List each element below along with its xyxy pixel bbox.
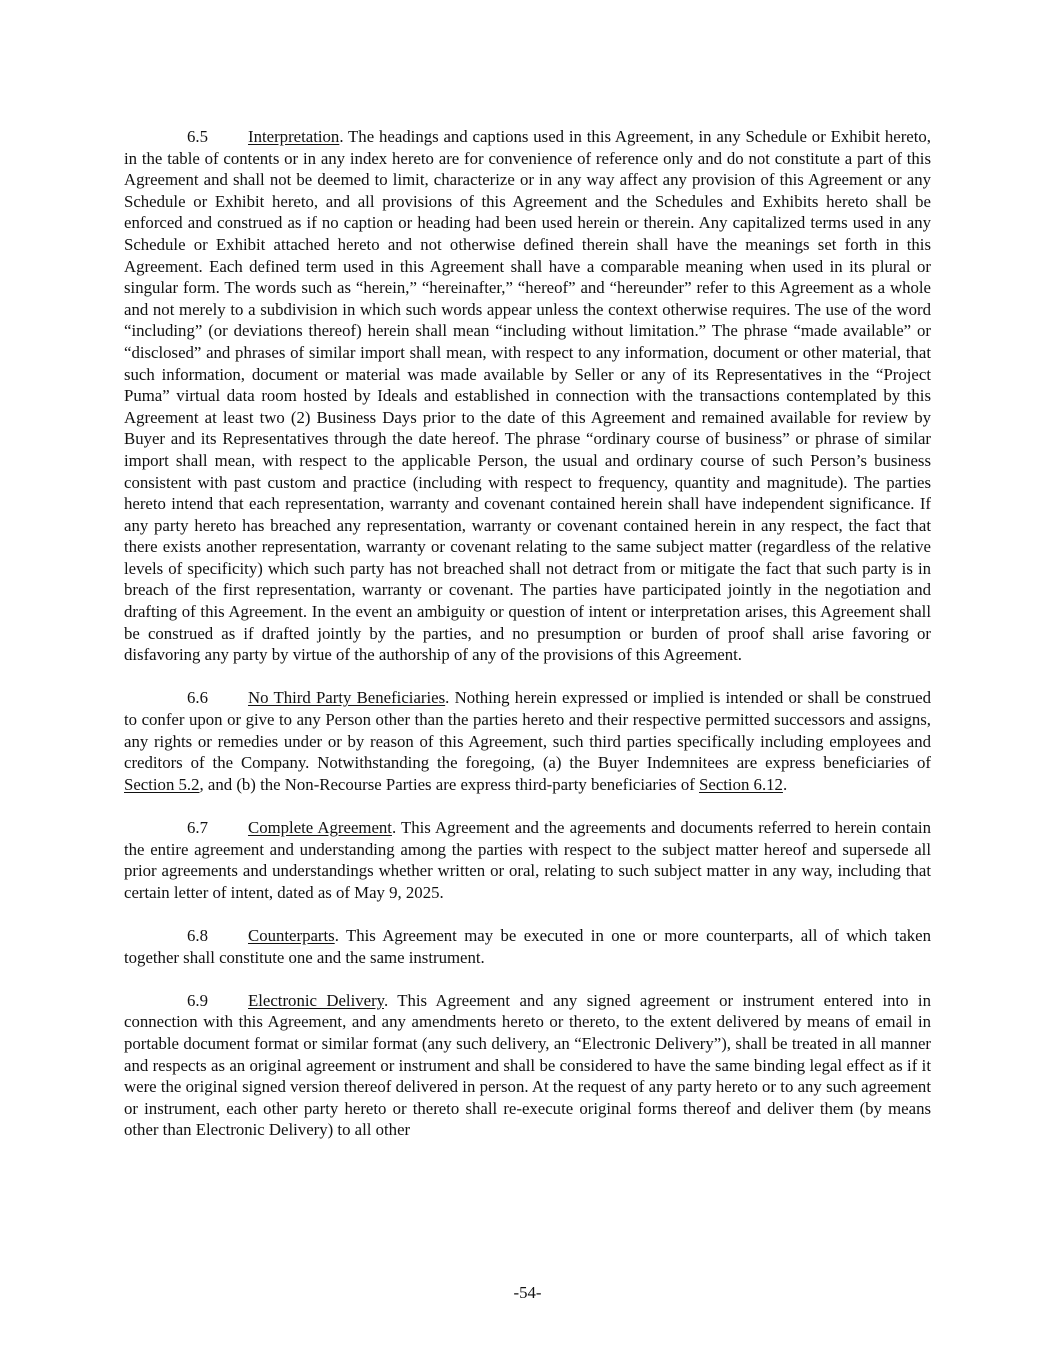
section-body: . This Agreement and any signed agreement or instrument entered into in connection with this Agreement, and any amendments hereto or thereto, to the extent delivered by means of email in portable document format or similar format (any such delivery, an “Electronic Delivery”), shall be treated in all manner and respects as an original agreement or instrument and shall be considered to have the same binding legal effect as if it were the original signed version thereof delivered in person. At the request of any party hereto or to any such agreement or instrument, each other party hereto or thereto shall re-execute original forms thereof and deliver them (by means other than Electronic Delivery) to all other bbox=[124, 990, 931, 1140]
section-caption: Counterparts bbox=[248, 925, 335, 945]
section-number: 6.8 bbox=[187, 925, 208, 945]
section-caption: Complete Agreement bbox=[248, 818, 392, 837]
section-6-7 bbox=[124, 817, 931, 903]
section-number: 6.7 bbox=[187, 818, 208, 837]
section-body: . Nothing herein expressed or implied is intended or shall be construed to confer upon or give to any Person other than the parties hereto and their respective permitted successors and assigns, any rights or remedies under or by reason of this Agreement, such third parties specifically including employees and creditors of the Company. Notwithstanding the foregoing, (a) the Buyer Indemnitees are express beneficiaries of bbox=[124, 688, 931, 773]
section-body: . This Agreement may be executed in one or more counterparts, all of which taken together shall constitute one and the same instrument. bbox=[124, 925, 931, 967]
section-body: , and (b) the Non-Recourse Parties are express third-party beneficiaries of bbox=[199, 774, 700, 794]
section-caption: Electronic Delivery bbox=[248, 990, 384, 1010]
section-reference-link[interactable]: Section 5.2 bbox=[124, 774, 200, 794]
section-number: 6.5 bbox=[187, 127, 208, 146]
section-6-9 bbox=[124, 990, 931, 1141]
section-number: 6.6 bbox=[187, 688, 208, 708]
section-body: . bbox=[782, 774, 788, 794]
section-caption: No Third Party Beneficiaries bbox=[248, 688, 446, 708]
section-caption: Interpretation bbox=[248, 127, 340, 146]
document-page bbox=[124, 126, 931, 1163]
section-reference-link[interactable]: Section 6.12 bbox=[699, 774, 783, 794]
section-body: . This Agreement and the agreements and documents referred to herein contain the entire agreement and understanding among the parties with respect to the subject matter hereof and supersede all prior agreements and understandings whether written or oral, relating to such subject matter in any way, including that certain letter of intent, dated as of May 9, 2025. bbox=[124, 818, 931, 902]
section-body: . The headings and captions used in this Agreement, in any Schedule or Exhibit hereto, in the table of contents or in any index hereto are for convenience of reference only and do not constitute a part of this Agreement and shall not be deemed to limit, characterize or in any way affect any provision of this Agreement or any Schedule or Exhibit hereto, and all provisions of this Agreement and the Schedules and Exhibits hereto shall be enforced and construed as if no caption or heading had been used herein or therein. Any capitalized terms used in any Schedule or Exhibit attached hereto and not otherwise defined therein shall have the meanings set forth in this Agreement. Each defined term used in this Agreement shall have a comparable meaning when used in its plural or singular form. The words such as “herein,” “hereinafter,” “hereof” and “hereunder” refer to this Agreement as a whole and not merely to a subdivision in which such words appear unless the context otherwise requires. The use of the word “including” (or deviations thereof) herein shall mean “including without limitation.” The phrase “made available” or “disclosed” and phrases of similar import shall mean, with respect to any information, document or other material, that such information, document or material was made available by Seller or any of its Representatives in the “Project Puma” virtual data room hosted by Ideals and established in connection with the transactions contemplated by this Agreement at least two (2) Business Days prior to the date of this Agreement and remained available for review by Buyer and its Representatives through the date hereof. The phrase “ordinary course of business” or phrase of similar import shall mean, with respect to the applicable Person, the usual and ordinary course of such Person’s business consistent with past custom and practice (including with respect to frequency, quantity and magnitude). The parties hereto intend that each representation, warranty and covenant contained herein shall have independent significance. If any party hereto has breached any representation, warranty or covenant contained herein in any respect, the fact that there exists another representation, warranty or covenant relating to the same subject matter (regardless of the relative levels of specificity) which such party has not breached shall not detract from or mitigate the fact that such party is in breach of the first representation, warranty or covenant. The parties have participated jointly in the negotiation and drafting of this Agreement. In the event an ambiguity or question of intent or interpretation arises, this Agreement shall be construed as if drafted jointly by the parties, and no presumption or burden of proof shall arise favoring or disfavoring any party by virtue of the authorship of any of the provisions of this Agreement. bbox=[124, 127, 931, 665]
section-6-6 bbox=[124, 687, 931, 795]
section-number: 6.9 bbox=[187, 990, 208, 1010]
section-6-8 bbox=[124, 925, 931, 968]
section-6-5 bbox=[124, 126, 931, 666]
page-number: -54- bbox=[513, 1283, 542, 1302]
